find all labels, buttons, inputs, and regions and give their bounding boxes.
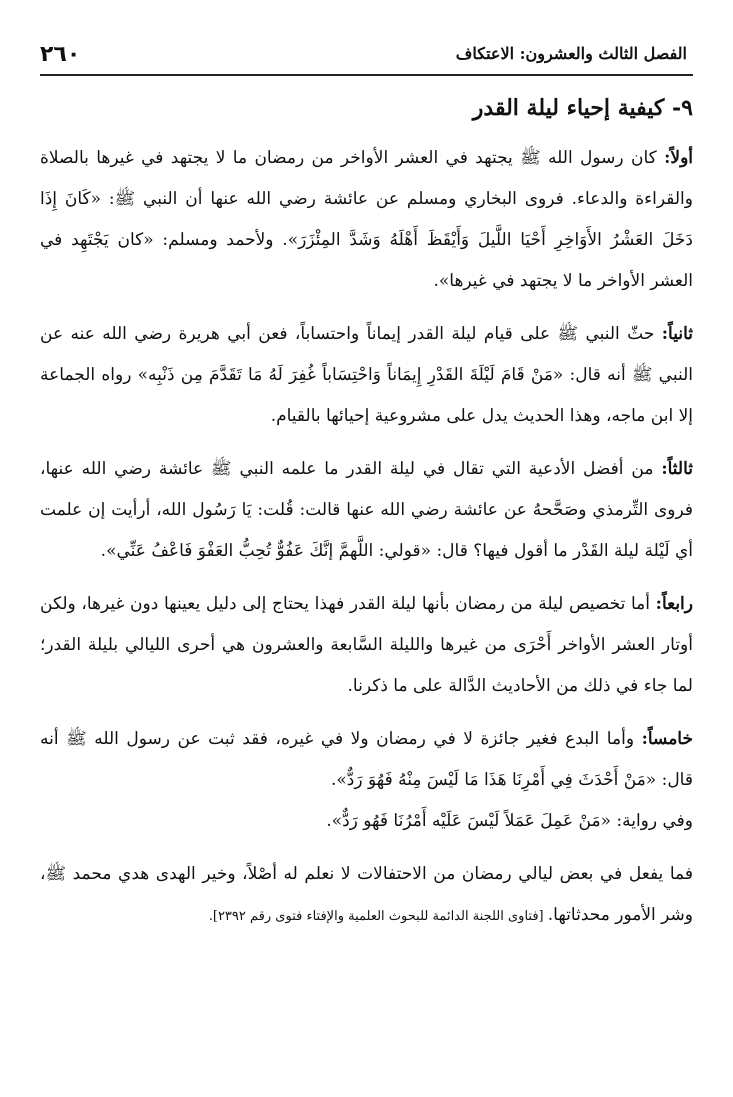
page-body: [40, 88, 693, 949]
paragraph-text: وأما البدع فغير جائزة لا في رمضان ولا في غيره، فقد ثبت عن رسول الله ﷺ أنه قال: «مَنْ أَحْدَثَ فِي أَمْرِنَا هَذَا مَا لَيْسَ مِنْهُ فَهُوَ رَدٌّ».: [40, 729, 693, 790]
section-heading: ٩- كيفية إحياء ليلة القدر: [472, 95, 693, 121]
paragraph-second: [40, 314, 693, 437]
fatwa-reference: [فتاوى اللجنة الدائمة للبحوث العلمية والإفتاء فتوى رقم ٢٣٩٢].: [208, 909, 548, 924]
paragraph-text: حثّ النبي ﷺ على قيام ليلة القدر إيماناً واحتساباً، فعن أبي هريرة رضي الله عنه عن النبي ﷺ أنه قال: «مَنْ قَامَ لَيْلَةَ القَدْرِ إِيمَاناً وَاحْتِسَاباً غُفِرَ لَهُ مَا تَقَدَّمَ مِن ذَنْبِه» رواه الجماعة إلا ابن ماجه، وهذا الحديث يدل على مشروعية إحيائها بالقيام.: [40, 324, 693, 426]
closing-text: فما يفعل في بعض ليالي رمضان من الاحتفالات لا نعلم له أصْلاً، وخير الهدى هدي محمد ﷺ، وشر الأمور محدثاتها.: [40, 864, 693, 925]
page-header: [40, 40, 693, 76]
paragraph-third: [40, 449, 693, 572]
paragraph-text: من أفضل الأدعية التي تقال في ليلة القدر ما علمه النبي ﷺ عائشة رضي الله عنها، فروى التِّرمذي وصَحَّحهُ عن عائشة رضي الله عنها قالت: قُلت: يَا رَسُول الله، أرأيت إن علمت أي لَيْلة ليلة القَدْر ما أقول فيها؟ قال: «قولي: اللَّهمَّ إنَّكَ عَفُوٌّ تُحِبُّ العَفْوَ فَاعْفُ عَنِّي».: [40, 459, 693, 561]
paragraph-text: وفي رواية: «مَنْ عَمِلَ عَمَلاً لَيْسَ عَلَيْه أَمْرُنَا فَهُو رَدٌّ».: [326, 811, 693, 831]
closing-paragraph: [40, 854, 693, 937]
paragraph-narration: [40, 801, 693, 842]
page-number: ٢٦٠: [40, 42, 81, 67]
paragraph-lead: أولاً:: [664, 148, 693, 168]
paragraph-text: أما تخصيص ليلة من رمضان بأنها ليلة القدر فهذا يحتاج إلى دليل يعينها دون غيرها، ولكن أوتار العشر الأواخر أَحْرَى من غيرها والليلة السَّابعة والعشرون هي أحرى الليالي بليلة القدر؛ لما جاء في ذلك من الأحاديث الدَّالة على ما ذكرنا.: [40, 594, 693, 696]
paragraph-first: [40, 138, 693, 302]
chapter-title: الفصل الثالث والعشرون: الاعتكاف: [455, 44, 687, 63]
paragraph-fourth: [40, 584, 693, 707]
paragraph-lead: رابعاً:: [655, 594, 693, 614]
paragraph-lead: ثالثاً:: [661, 459, 693, 479]
paragraph-fifth: [40, 719, 693, 801]
paragraph-lead: ثانياً:: [661, 324, 693, 344]
paragraph-lead: خامساً:: [641, 729, 693, 749]
paragraph-text: كان رسول الله ﷺ يجتهد في العشر الأواخر من رمضان ما لا يجتهد في غيرها بالصلاة والقراءة والدعاء. فروى البخاري ومسلم عن عائشة رضي الله عنها أن النبي ﷺ: «كَانَ إِذَا دَخَلَ العَشْرُ الأَوَاخِرِ أَحْيَا اللَّيلَ وَأَيْقَظَ أَهْلَهُ وَشَدَّ المِئْزَرَ». ولأحمد ومسلم: «كان يَجْتَهِد في العشر الأواخر ما لا يجتهد في غيرها».: [40, 148, 693, 291]
